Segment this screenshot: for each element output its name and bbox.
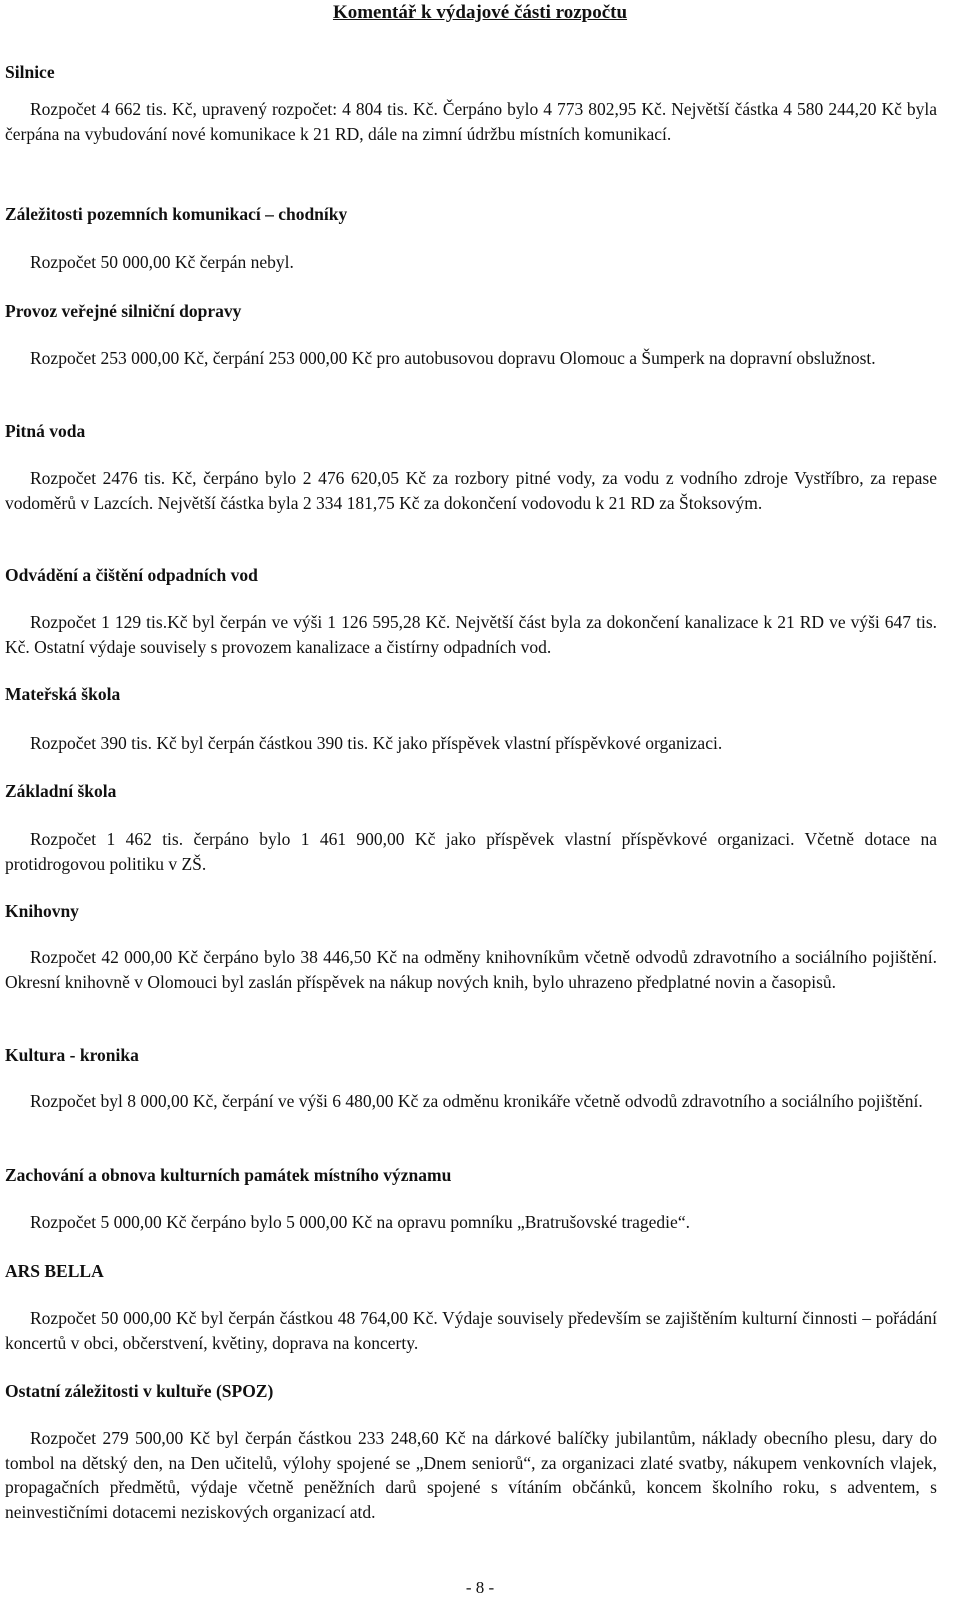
section-heading-ars-bella: ARS BELLA	[5, 1261, 104, 1281]
section-text-materska-skola: Rozpočet 390 tis. Kč byl čerpán částkou 390 tis. Kč jako příspěvek vlastní příspěvkové organizaci.	[30, 733, 723, 753]
section-heading-kronika: Kultura - kronika	[5, 1045, 139, 1065]
section-heading-pamatky: Zachování a obnova kulturních památek místního významu	[5, 1165, 452, 1185]
section-heading-materska-skola: Mateřská škola	[5, 684, 121, 704]
section-text-pamatky: Rozpočet 5 000,00 Kč čerpáno bylo 5 000,00 Kč na opravu pomníku „Bratrušovské tragedie“.	[30, 1212, 690, 1232]
page-title: Komentář k výdajové části rozpočtu	[332, 2, 628, 23]
section-text-zakladni-skola: Rozpočet 1 462 tis. čerpáno bylo 1 461 900,00 Kč jako příspěvek vlastní příspěvkové organizaci. Včetně dotace na protidrogovou politiku v ZŠ.	[5, 829, 937, 874]
section-text-silnice: Rozpočet 4 662 tis. Kč, upravený rozpočet: 4 804 tis. Kč. Čerpáno bylo 4 773 802,95 Kč. Největší částka 4 580 244,20 Kč byla čerpána na vybudování nové komunikace k 21 RD, dále na zimní údržbu místních komunikací.	[5, 99, 937, 144]
section-text-ars-bella: Rozpočet 50 000,00 Kč byl čerpán částkou 48 764,00 Kč. Výdaje souvisely především se zajištěním kulturní činnosti – pořádání koncertů v obci, občerstvení, květiny, doprava na koncerty.	[5, 1308, 937, 1353]
section-text-knihovny: Rozpočet 42 000,00 Kč čerpáno bylo 38 446,50 Kč na odměny knihovníkům včetně odvodů zdravotního a sociálního pojištění. Okresní knihovně v Olomouci byl zaslán příspěvek na nákup nových knih, bylo uhrazeno předplatné novin a časopisů.	[5, 947, 937, 992]
section-text-odpadni-vody: Rozpočet 1 129 tis.Kč byl čerpán ve výši 1 126 595,28 Kč. Největší část byla za dokončení kanalizace k 21 RD ve výši 647 tis. Kč. Ostatní výdaje souvisely s provozem kanalizace a čistírny odpadních vod.	[5, 612, 937, 657]
page-number: - 8 -	[465, 1578, 495, 1597]
section-text-spoz: Rozpočet 279 500,00 Kč byl čerpán částkou 233 248,60 Kč na dárkové balíčky jubilantům, náklady obecního plesu, dary do tombol na dětský den, na Den učitelů, výlohy spojené se „Dnem seniorů“, za organizaci zlaté svatby, nákupem venkovních vlajek, propagačních předmětů, výdaje včetně peněžních darů spojené s vítáním občánků, koncem školního roku, s adventem, s neinvestičními dotacemi neziskových organizací atd.	[5, 1428, 937, 1522]
section-heading-doprava: Provoz veřejné silniční dopravy	[5, 301, 242, 321]
section-text-chodniky: Rozpočet 50 000,00 Kč čerpán nebyl.	[30, 252, 294, 272]
section-heading-chodniky: Záležitosti pozemních komunikací – chodníky	[5, 204, 348, 224]
section-text-pitna-voda: Rozpočet 2476 tis. Kč, čerpáno bylo 2 476 620,05 Kč za rozbory pitné vody, za vodu z vodního zdroje Vystříbro, za repase vodoměrů v Lazcích. Největší částka byla 2 334 181,75 Kč za dokončení vodovodu k 21 RD za Štoksovým.	[5, 468, 937, 513]
section-heading-silnice: Silnice	[5, 62, 55, 82]
section-text-doprava: Rozpočet 253 000,00 Kč, čerpání 253 000,00 Kč pro autobusovou dopravu Olomouc a Šumperk na dopravní obslužnost.	[30, 348, 876, 368]
section-heading-spoz: Ostatní záležitosti v kultuře (SPOZ)	[5, 1381, 274, 1401]
section-text-kronika: Rozpočet byl 8 000,00 Kč, čerpání ve výši 6 480,00 Kč za odměnu kronikáře včetně odvodů zdravotního a sociálního pojištění.	[30, 1091, 923, 1111]
section-heading-pitna-voda: Pitná voda	[5, 421, 86, 441]
section-heading-knihovny: Knihovny	[5, 901, 79, 921]
section-heading-zakladni-skola: Základní škola	[5, 781, 117, 801]
section-heading-odpadni-vody: Odvádění a čištění odpadních vod	[5, 565, 258, 585]
